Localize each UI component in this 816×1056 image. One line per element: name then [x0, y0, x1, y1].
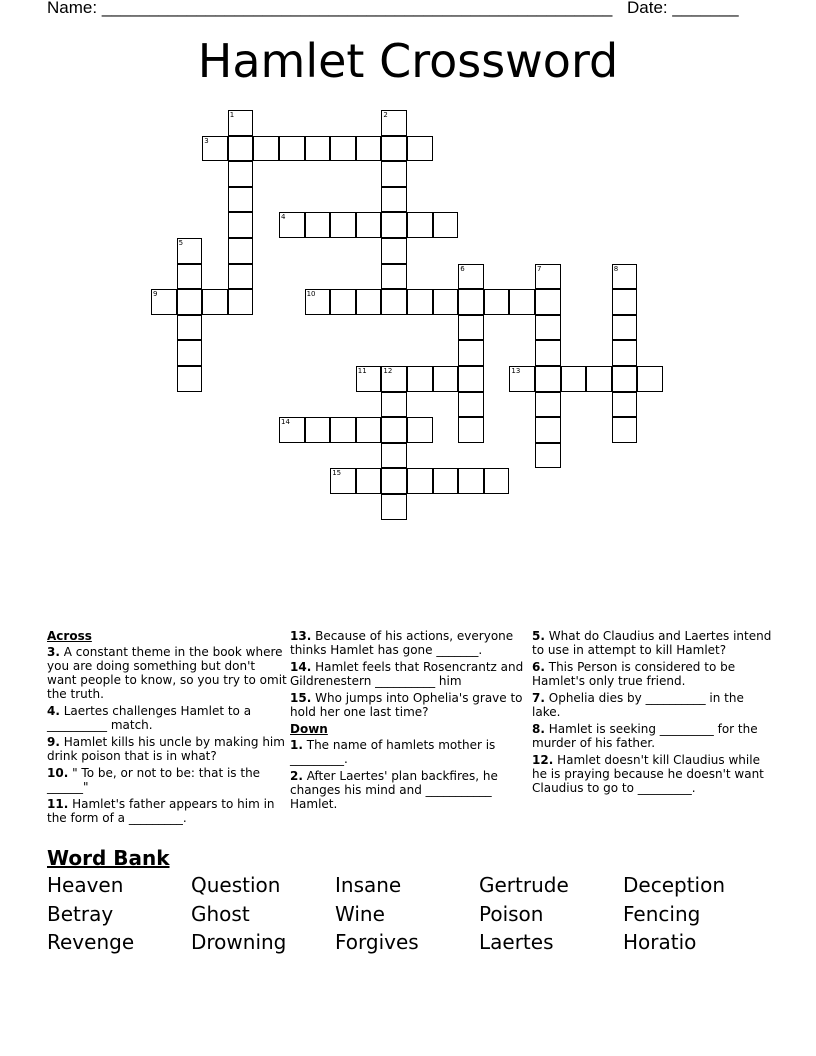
date-blank[interactable]: _______ — [672, 0, 739, 17]
grid-cell[interactable] — [433, 212, 459, 238]
grid-cell[interactable] — [177, 264, 203, 290]
grid-cell[interactable] — [381, 212, 407, 238]
grid-cell[interactable] — [458, 289, 484, 315]
clue-number: 9 — [153, 290, 158, 299]
clue-text: Hamlet is seeking _________ for the murder of his father. — [532, 722, 758, 750]
clue-text: Laertes challenges Hamlet to a __________ match. — [47, 704, 252, 732]
grid-cell[interactable] — [612, 366, 638, 392]
word-bank-item: Horatio — [623, 930, 697, 954]
clue-number: 2 — [383, 111, 388, 119]
grid-cell[interactable] — [228, 110, 254, 136]
clue — [290, 629, 530, 657]
word-bank-item: Forgives — [335, 930, 419, 954]
grid-cell[interactable] — [177, 289, 203, 315]
grid-cell[interactable] — [381, 417, 407, 443]
clue-number: 1 — [229, 111, 235, 119]
clue-text: Hamlet kills his uncle by making him drink poison that is in what? — [47, 735, 285, 763]
clue-text: Hamlet doesn't kill Claudius while he is praying because he doesn't want Claudius to go to _________. — [532, 753, 764, 795]
clue — [290, 769, 530, 811]
word-bank-item: Wine — [335, 901, 385, 926]
grid-cell[interactable] — [381, 264, 407, 290]
clue — [290, 691, 530, 719]
clues-column-2 — [290, 629, 530, 814]
name-blank[interactable]: ______________________________________________________ — [101, 0, 613, 17]
clue — [47, 797, 287, 825]
grid-cell[interactable] — [458, 366, 484, 392]
clue-number: 7. — [532, 691, 545, 705]
grid-cell[interactable] — [305, 136, 331, 162]
clue-number: 3 — [204, 136, 209, 145]
word-bank-item: Insane — [335, 873, 402, 897]
clue-number: 10 — [306, 290, 316, 299]
clue — [532, 753, 772, 795]
clue-text: This Person is considered to be Hamlet's only true friend. — [532, 660, 736, 688]
grid-cell[interactable] — [535, 366, 561, 392]
grid-cell[interactable] — [356, 212, 382, 238]
grid-cell[interactable] — [433, 366, 459, 392]
clue-text: After Laertes' plan backfires, he changes his mind and ___________ Hamlet. — [290, 769, 498, 811]
grid-cell[interactable] — [177, 238, 203, 264]
grid-cell[interactable] — [381, 366, 407, 392]
grid-cell[interactable] — [509, 366, 535, 392]
clue-number: 8 — [613, 264, 619, 273]
grid-cell[interactable] — [612, 417, 638, 443]
grid-cell[interactable] — [330, 212, 356, 238]
word-bank-item: Poison — [479, 901, 544, 926]
grid-cell[interactable] — [458, 340, 484, 366]
grid-cell[interactable] — [535, 264, 561, 290]
grid-cell[interactable] — [433, 289, 459, 315]
clue-number: 10. — [47, 766, 69, 780]
clue-text: A constant theme in the book where you are doing something but don't want people to know, so you try to omit the truth. — [47, 645, 287, 701]
grid-cell[interactable] — [535, 417, 561, 443]
word-bank-item: Betray — [47, 901, 114, 926]
clue-text: Because of his actions, everyone thinks Hamlet has gone _______. — [290, 629, 514, 657]
grid-cell[interactable] — [330, 136, 356, 162]
grid-cell[interactable] — [381, 187, 407, 213]
grid-cell[interactable] — [253, 136, 279, 162]
grid-cell[interactable] — [612, 315, 638, 341]
word-bank-item: Heaven — [47, 873, 124, 897]
grid-cell[interactable] — [381, 110, 407, 136]
clue — [532, 629, 772, 657]
clue-text: Hamlet feels that Rosencrantz and Gildrenestern __________ him — [290, 660, 524, 688]
grid-cell[interactable] — [356, 289, 382, 315]
grid-cell[interactable] — [535, 392, 561, 418]
clue-number: 5. — [532, 629, 545, 643]
clue-number: 12. — [532, 753, 554, 767]
word-bank-item: Question — [191, 873, 281, 897]
clue-number: 6 — [460, 264, 465, 273]
grid-cell[interactable] — [381, 238, 407, 264]
clue-number: 11 — [357, 367, 367, 375]
word-bank-item: Fencing — [623, 901, 701, 926]
clue-text: The name of hamlets mother is _________. — [290, 738, 496, 766]
grid-cell[interactable] — [202, 136, 228, 162]
grid-cell[interactable] — [228, 289, 254, 315]
clue-text: Ophelia dies by __________ in the lake. — [532, 691, 744, 719]
grid-cell[interactable] — [356, 468, 382, 494]
grid-cell[interactable] — [381, 161, 407, 187]
clue-number: 14. — [290, 660, 312, 674]
grid-cell[interactable] — [177, 340, 203, 366]
word-bank-item: Gertrude — [479, 873, 569, 897]
grid-cell[interactable] — [484, 289, 510, 315]
clue-number: 6. — [532, 660, 545, 674]
grid-cell[interactable] — [433, 468, 459, 494]
grid-cell[interactable] — [407, 136, 433, 162]
clue-number: 15. — [290, 691, 312, 705]
clue-number: 9. — [47, 735, 60, 749]
clue — [532, 722, 772, 750]
grid-cell[interactable] — [407, 289, 433, 315]
grid-cell[interactable] — [330, 417, 356, 443]
grid-cell[interactable] — [356, 417, 382, 443]
page-title: Hamlet Crossword — [197, 34, 619, 88]
clue — [47, 766, 287, 794]
grid-cell[interactable] — [535, 315, 561, 341]
grid-cell[interactable] — [279, 212, 305, 238]
grid-cell[interactable] — [228, 161, 254, 187]
grid-cell[interactable] — [637, 366, 663, 392]
grid-cell[interactable] — [330, 289, 356, 315]
clue-text: Who jumps into Ophelia's grave to hold her one last time? — [290, 691, 523, 719]
grid-cell[interactable] — [381, 289, 407, 315]
grid-cell[interactable] — [356, 136, 382, 162]
clue-number: 12 — [383, 367, 393, 375]
down-heading: Down — [290, 722, 328, 736]
grid-cell[interactable] — [458, 417, 484, 443]
clue-number: 2. — [290, 769, 303, 783]
clue — [532, 660, 772, 688]
grid-cell[interactable] — [177, 366, 203, 392]
grid-cell[interactable] — [279, 417, 305, 443]
grid-cell[interactable] — [586, 366, 612, 392]
clue — [47, 704, 287, 732]
grid-cell[interactable] — [228, 238, 254, 264]
grid-cell[interactable] — [381, 443, 407, 469]
grid-cell[interactable] — [612, 289, 638, 315]
grid-cell[interactable] — [177, 315, 203, 341]
clues-column-1 — [47, 629, 287, 828]
clue-number: 4 — [281, 213, 286, 222]
clue-number: 15 — [332, 469, 342, 478]
grid-cell[interactable] — [509, 289, 535, 315]
grid-cell[interactable] — [330, 468, 356, 494]
grid-cell[interactable] — [279, 136, 305, 162]
clue-number: 13 — [511, 367, 521, 375]
grid-cell[interactable] — [228, 212, 254, 238]
word-bank-title: Word Bank — [47, 846, 170, 870]
word-bank-item: Deception — [623, 873, 726, 897]
clue-number: 4. — [47, 704, 60, 718]
grid-cell[interactable] — [535, 340, 561, 366]
grid-cell[interactable] — [458, 315, 484, 341]
grid-cell[interactable] — [228, 264, 254, 290]
grid-cell[interactable] — [612, 340, 638, 366]
date-field[interactable] — [627, 0, 739, 18]
word-bank-item: Drowning — [191, 930, 287, 954]
grid-cell[interactable] — [561, 366, 587, 392]
grid-cell[interactable] — [381, 392, 407, 418]
name-label: Name: — [47, 0, 98, 17]
grid-cell[interactable] — [612, 392, 638, 418]
clue-text: What do Claudius and Laertes intend to use in attempt to kill Hamlet? — [532, 629, 772, 657]
grid-cell[interactable] — [305, 289, 331, 315]
grid-cell[interactable] — [612, 264, 638, 290]
clue — [532, 691, 772, 719]
clue-number: 7 — [537, 264, 542, 273]
clue-number: 3. — [47, 645, 60, 659]
grid-cell[interactable] — [458, 392, 484, 418]
grid-cell[interactable] — [381, 494, 407, 520]
word-bank-item: Laertes — [479, 930, 554, 954]
grid-cell[interactable] — [407, 212, 433, 238]
clue — [290, 738, 530, 766]
grid-cell[interactable] — [381, 468, 407, 494]
clue-number: 14 — [281, 418, 290, 427]
clue-number: 8. — [532, 722, 545, 736]
grid-cell[interactable] — [484, 468, 510, 494]
word-bank-item: Ghost — [191, 901, 250, 926]
clue — [47, 645, 287, 701]
grid-cell[interactable] — [535, 289, 561, 315]
grid-cell[interactable] — [407, 366, 433, 392]
grid-cell[interactable] — [305, 212, 331, 238]
clue-text: Hamlet's father appears to him in the form of a _________. — [47, 797, 275, 825]
name-field[interactable] — [47, 0, 612, 18]
grid-cell[interactable] — [381, 136, 407, 162]
grid-cell[interactable] — [535, 443, 561, 469]
clue — [290, 660, 530, 688]
date-label: Date: — [627, 0, 668, 17]
clue-text: " To be, or not to be: that is the ______" — [47, 766, 261, 794]
clue — [47, 735, 287, 763]
grid-cell[interactable] — [458, 264, 484, 290]
grid-cell[interactable] — [356, 366, 382, 392]
grid-cell[interactable] — [407, 468, 433, 494]
grid-cell[interactable] — [151, 289, 177, 315]
across-heading: Across — [47, 629, 92, 643]
grid-cell[interactable] — [305, 417, 331, 443]
clue-number: 1. — [290, 738, 303, 752]
grid-cell[interactable] — [458, 468, 484, 494]
word-bank-item: Revenge — [47, 930, 135, 954]
grid-cell[interactable] — [228, 187, 254, 213]
clue-number: 13. — [290, 629, 312, 643]
clue-number: 5 — [178, 239, 184, 247]
grid-cell[interactable] — [202, 289, 228, 315]
grid-cell[interactable] — [228, 136, 254, 162]
clue-number: 11. — [47, 797, 69, 811]
grid-cell[interactable] — [407, 417, 433, 443]
clues-column-3 — [532, 629, 772, 798]
